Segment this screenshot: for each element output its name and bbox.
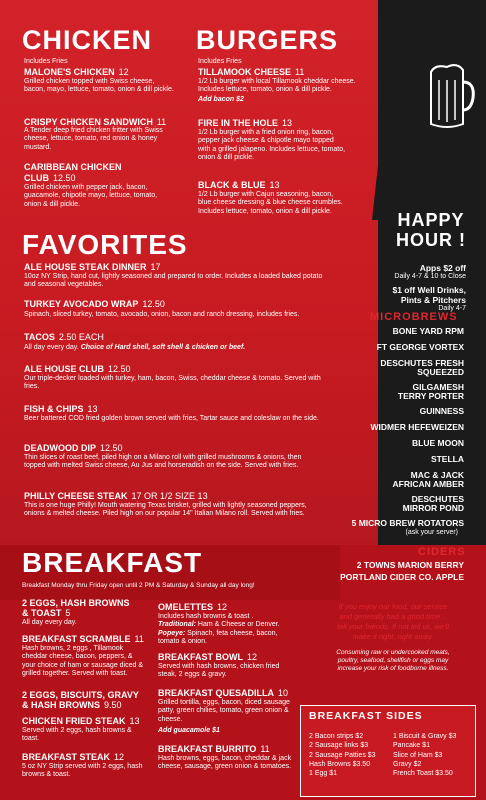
beer-item: GILGAMESH <box>412 382 464 392</box>
breakfast-hours: Breakfast Monday thru Friday open until 2 PM & Saturday & Sunday all day long! <box>22 582 255 589</box>
breakfast-item-desc: Includes hash browns & toast . Traditional: Ham & Cheese or Denver. Popeye: Spinach, feta cheese, bacon, tomato & onion. <box>158 613 280 646</box>
fav-item-desc: 10oz NY Strip, hand cut, lightly seasoned and prepared to order. Includes a loaded baked potato and seasonal vegetables. <box>24 273 323 289</box>
beer-item: STELLA <box>430 454 464 464</box>
favorites-title: FAVORITES <box>22 229 188 260</box>
breakfast-item-desc: Grilled tortilla, eggs, bacon, diced sausage patty, green chilies, tomato, green onion & cheese. <box>158 699 290 723</box>
breakfast-item-desc: All day every day. <box>22 619 77 626</box>
breakfast-title: BREAKFAST <box>22 547 203 578</box>
breakfast-item-title-2: & TOAST 5 <box>22 608 71 618</box>
breakfast-item-title: BREAKFAST QUESADILLA 10 <box>158 688 289 698</box>
chicken-item-title: CARIBBEAN CHICKEN <box>24 162 122 172</box>
breakfast-item-title: BREAKFAST BURRITO 11 <box>158 744 270 754</box>
beer-item: AFRICAN AMBER <box>392 479 464 489</box>
burgers-title: BURGERS <box>196 25 339 55</box>
breakfast-item-title: BREAKFAST SCRAMBLE 11 <box>22 634 144 644</box>
happy-hour-details: Apps $2 off Daily 4-7 & 10 to Close $1 off Well Drinks, Pints & Pitchers Daily 4-7 <box>392 263 466 312</box>
beer-item: GUINNESS <box>419 406 464 416</box>
beer-item: SQUEEZED <box>417 367 464 377</box>
fav-item-title: TURKEY AVOCADO WRAP 12.50 <box>24 299 165 309</box>
fav-item-desc: Thin slices of roast beef, piled high on a Milano roll with grilled mushrooms & onions, then topped with melted Swiss cheese, Au Jus and horseradish on the side. Served with fries. <box>24 454 302 470</box>
breakfast-item-desc: Served with 2 eggs, hash browns & toast. <box>22 727 132 743</box>
burger-item-extra: Add bacon $2 <box>198 96 244 103</box>
foodborne-warning: Consuming raw or undercooked meats, poultry, seafood, shellfish or eggs may increase your risk of foodborne illness. <box>336 649 450 672</box>
breakfast-item-desc: 5 oz NY Strip served with 2 eggs, hash browns & toast. <box>22 763 143 779</box>
beer-item: MIRROR POND <box>402 503 464 513</box>
burger-item-title: FIRE IN THE HOLE 13 <box>198 118 293 128</box>
breakfast-item-desc: Hash browns, 2 eggs , Tillamook cheddar cheese, bacon, peppers, & your choice of ham or sausage diced & grilled together. Served with toast. <box>22 645 144 678</box>
beer-note: (ask your server) <box>405 529 458 536</box>
breakfast-item-title-2: & HASH BROWNS 9.50 <box>22 700 122 710</box>
chicken-item-title-2: CLUB 12.50 <box>24 173 76 183</box>
burgers-includes: Includes Fries <box>198 58 242 65</box>
fav-item-title: TACOS 2.50 EACH <box>24 332 104 342</box>
breakfast-item-extra: Add guacamole $1 <box>158 727 220 734</box>
chicken-item-desc: Grilled chicken topped with Swiss cheese, bacon, mayo, lettuce, tomato, onion & dill pickle. <box>24 78 174 94</box>
beer-item: BLUE MOON <box>412 438 464 448</box>
cider-item: PORTLAND CIDER CO. APPLE <box>340 572 464 582</box>
chicken-item-desc: Grilled chicken with pepper jack, bacon, guacamole, chipotle mayo, lettuce, tomato, onion & dill pickle. <box>24 184 158 208</box>
breakfast-item-title: OMELETTES 12 <box>158 602 228 612</box>
fav-item-title: ALE HOUSE CLUB 12.50 <box>24 364 131 374</box>
burger-item-title: BLACK & BLUE 13 <box>198 180 280 190</box>
microbrews-title: MICROBREWS <box>370 311 458 323</box>
beer-item: DESCHUTES FRESH <box>380 358 464 368</box>
chicken-item-title: CRISPY CHICKEN SANDWICH 11 <box>24 117 167 127</box>
fav-item-desc: This is one huge Philly! Mouth watering Texas brisket, grilled with lightly seasoned peppers, onions & melted cheese. Piled high on our popular 14" Italian Milano roll. Served with fries. <box>24 502 307 518</box>
fav-item-desc: Beer battered COD fried golden brown served with fries, Tartar sauce and coleslaw on the side. <box>24 415 319 422</box>
burger-item-desc: 1/2 Lb burger with a fried onion ring, bacon, pepper jack cheese & chipotle mayo topped with a grilled jalapeno. Includes lettuce, tomato, onion & dill pickle. <box>198 129 346 162</box>
breakfast-item-title: BREAKFAST STEAK 12 <box>22 752 125 762</box>
chicken-item-desc: A Tender deep fried chicken fritter with Swiss cheese, lettuce, tomato, red onion & honey mustard. <box>24 127 163 151</box>
sides-title: BREAKFAST SIDES <box>309 710 423 722</box>
fav-item-title: DEADWOOD DIP 12.50 <box>24 443 123 453</box>
breakfast-item-title: 2 EGGS, HASH BROWNS <box>22 598 130 608</box>
beer-item: FT GEORGE VORTEX <box>376 342 464 352</box>
burger-item-desc: 1/2 Lb burger with Cajun seasoning, bacon, blue cheese dressing & blue cheese crumbles. Includes lettuce, tomato, onion & dill pickle. <box>198 191 343 215</box>
fav-item-desc: Spinach, sliced turkey, tomato, avocado, onion, bacon and ranch dressing, includes fries. <box>24 311 300 318</box>
chicken-includes: Includes Fries <box>24 58 68 65</box>
breakfast-item-title: BREAKFAST BOWL 12 <box>158 652 258 662</box>
burger-item-title: TILLAMOOK CHEESE 11 <box>198 67 305 77</box>
beer-item: 5 MICRO BREW ROTATORS <box>351 518 464 528</box>
fav-item-title: ALE HOUSE STEAK DINNER 17 <box>24 262 161 272</box>
cider-item: 2 TOWNS MARION BERRY <box>356 560 464 570</box>
beer-item: TERRY PORTER <box>397 391 464 401</box>
burger-item-desc: 1/2 Lb burger with local Tillamook cheddar cheese. Includes lettuce, tomato, onion & dill pickle. <box>198 78 356 94</box>
fav-item-title: PHILLY CHEESE STEAK 17 OR 1/2 SIZE 13 <box>24 491 208 501</box>
beer-mug-icon <box>425 62 475 132</box>
feedback-message: If you enjoy our food, our service and generally had a good time .. tell your friends. If not tell us, we'll make it right, right away. <box>337 602 449 641</box>
fav-item-title: FISH & CHIPS 13 <box>24 404 98 414</box>
chicken-item-title: MALONE'S CHICKEN 12 <box>24 67 129 77</box>
breakfast-item-title: 2 EGGS, BISCUITS, GRAVY <box>22 690 139 700</box>
chicken-title: CHICKEN <box>22 25 153 55</box>
beer-item: MAC & JACK <box>410 470 464 480</box>
fav-item-desc: All day every day. Choice of Hard shell, soft shell & chicken or beef. <box>24 344 246 351</box>
beer-item: BONE YARD RPM <box>392 326 464 336</box>
breakfast-item-title: CHICKEN FRIED STEAK 13 <box>22 716 140 726</box>
sides-col-1: 2 Bacon strips $2 2 Sausage links $3 2 Sausage Patties $3 Hash Browns $3.50 1 Egg $1 <box>309 733 376 778</box>
breakfast-item-desc: Hash browns, eggs, bacon, cheddar & jack cheese, sausage, green onion & tomatoes. <box>158 755 292 771</box>
happy-hour-title: HAPPY HOUR ! <box>396 210 466 250</box>
fav-item-desc: Our triple-decker loaded with turkey, ham, bacon, Swiss, cheddar cheese & tomato. Served with fries. <box>24 375 321 391</box>
beer-item: WIDMER HEFEWEIZEN <box>370 422 464 432</box>
breakfast-sides-box <box>300 705 476 797</box>
breakfast-item-desc: Served with hash browns, chicken fried steak, 2 eggs & gravy. <box>158 663 280 679</box>
sides-col-2: 1 Biscuit & Gravy $3 Pancake $1 Slice of Ham $3 Gravy $2 French Toast $3.50 <box>393 733 457 778</box>
ciders-title: CIDERS <box>418 546 466 558</box>
beer-item: DESCHUTES <box>411 494 464 504</box>
